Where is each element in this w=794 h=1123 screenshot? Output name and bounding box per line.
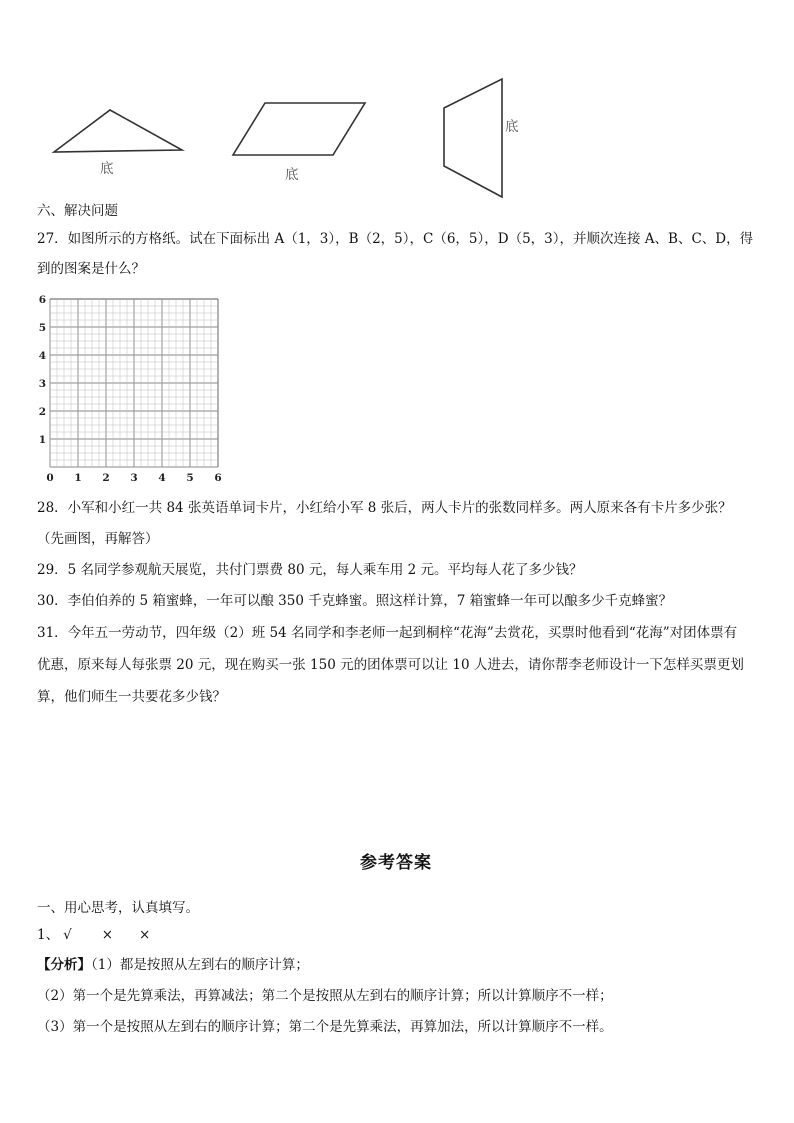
q28-line1: 28．小军和小红一共 84 张英语单词卡片，小红给小军 8 张后，两人卡片的张数同样多。两人原来各有卡片多少张？ [37,500,732,516]
analysis-line3: （3）第一个是按照从左到右的顺序计算；第二个是先算乘法，再算加法，所以计算顺序不一样。 [37,1019,613,1035]
q31-line2: 优惠，原来每人每张票 20 元，现在购买一张 150 元的团体票可以让 10 人进去，请你帮李老师设计一下怎样买票更划 [37,657,744,673]
grid-y-tick-label: 5 [38,322,46,334]
answers-title: 参考答案 [360,853,432,873]
analysis-line2: （2）第一个是先算乘法，再算减法；第二个是按照从左到右的顺序计算；所以计算顺序不一样； [37,988,613,1004]
parallelogram-base-label: 底 [285,167,299,183]
answer-1 [37,926,150,944]
section-heading: 六、解决问题 [37,203,118,219]
grid-y-tick-label: 3 [38,378,46,390]
grid-y-tick-label: 4 [38,350,46,362]
answer-1-mark: × [101,927,114,943]
trapezoid-base-label: 底 [505,119,519,135]
trapezoid-shape [444,79,502,197]
q27-line1: 27．如图所示的方格纸。试在下面标出 A（1，3），B（2，5），C（6，5），D（5，3），并顺次连接 A、B、C、D，得 [37,231,754,247]
grid-x-tick-label: 4 [158,472,166,484]
q28-line2: （先画图，再解答） [37,531,159,547]
grid-x-tick-label: 2 [102,472,110,484]
grid-y-tick-label: 1 [38,434,46,446]
q27-line2: 到的图案是什么？ [37,261,145,277]
grid-x-tick-label: 6 [214,472,222,484]
grid-x-tick-label: 3 [130,472,138,484]
analysis-line1 [37,956,309,974]
grid-x-tick-label: 5 [186,472,194,484]
analysis-text: （1）都是按照从左到右的顺序计算； [91,957,309,973]
q31-line1: 31．今年五一劳动节，四年级（2）班 54 名同学和李老师一起到桐梓“花海”去赏花，买票时他看到“花海”对团体票有 [37,625,738,641]
grid-y-tick-label: 2 [38,406,46,418]
answers-section1: 一、用心思考，认真填写。 [37,900,199,916]
q29-line1: 29．5 名同学参观航天展览，共付门票费 80 元，每人乘车用 2 元。平均每人花了多少钱？ [37,562,583,578]
answer-1-mark: √ [63,927,72,943]
geometry-shapes [0,0,794,200]
q30-line1: 30．李伯伯养的 5 箱蜜蜂，一年可以酿 350 千克蜂蜜。照这样计算，7 箱蜜蜂一年可以酿多少千克蜂蜜？ [37,593,673,609]
answer-1-prefix: 1、 [37,927,60,943]
analysis-label: 【分析】 [37,957,91,973]
triangle-shape [54,110,182,152]
answer-1-mark: × [139,927,151,943]
grid-y-tick-label: 6 [38,294,46,306]
coordinate-grid [30,292,230,487]
parallelogram-shape [233,103,365,155]
q31-line3: 算，他们师生一共要花多少钱？ [37,689,226,705]
triangle-base-label: 底 [100,161,114,177]
grid-x-tick-label: 1 [74,472,82,484]
grid-x-tick-label: 0 [46,472,54,484]
